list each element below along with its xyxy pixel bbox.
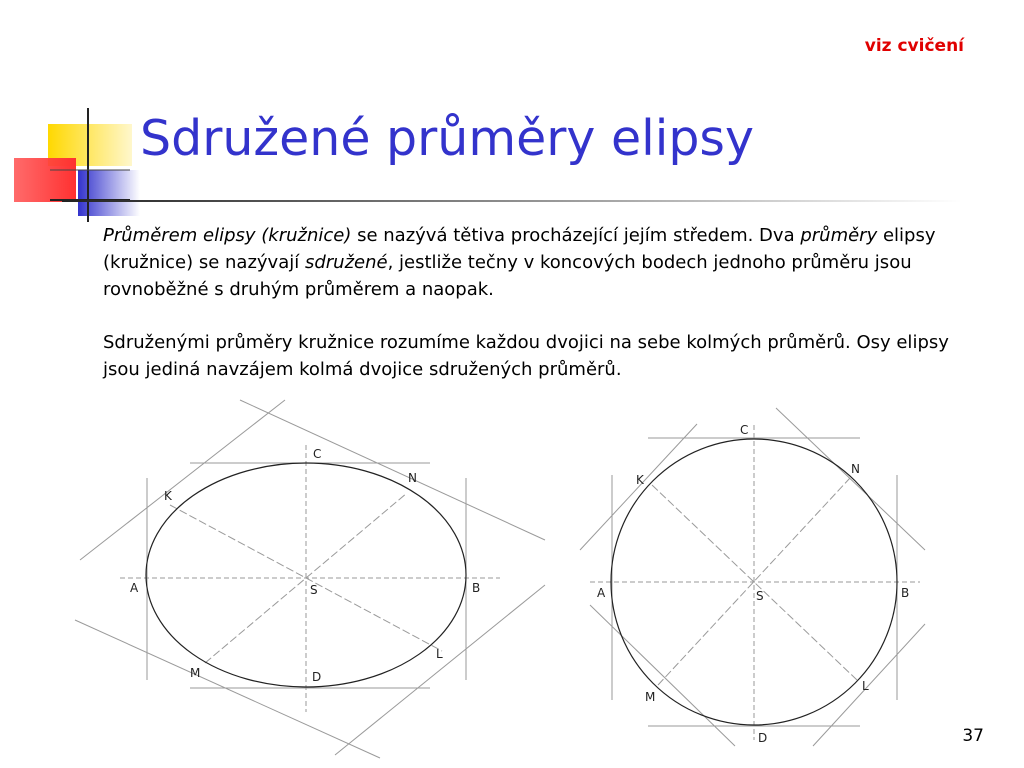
circle-label-n: N bbox=[851, 462, 860, 476]
circle-tangent-at-l bbox=[813, 624, 925, 746]
slide-number: 37 bbox=[962, 726, 984, 746]
label-c: C bbox=[313, 447, 322, 461]
label-s: S bbox=[310, 583, 318, 597]
circle-label-c: C bbox=[740, 423, 749, 437]
text-span: se nazývá tětiva procházející jejím středem. Dva bbox=[351, 225, 801, 246]
page-title: Sdružené průměry elipsy bbox=[140, 110, 754, 167]
circle-label-m: M bbox=[645, 690, 656, 704]
term-diameter: Průměrem elipsy (kružnice) bbox=[103, 225, 352, 246]
circle-label-a: A bbox=[597, 586, 606, 600]
circle-tangent-at-n bbox=[776, 408, 925, 550]
circle-label-l: L bbox=[862, 679, 869, 693]
label-m: M bbox=[190, 666, 201, 680]
circle-label-b: B bbox=[901, 586, 910, 600]
definition-paragraph bbox=[103, 222, 963, 303]
circle-label-s: S bbox=[756, 589, 764, 603]
circle-figure bbox=[580, 408, 925, 746]
label-a: A bbox=[130, 581, 139, 595]
figures bbox=[0, 390, 1024, 768]
circle-labels bbox=[597, 423, 909, 745]
text-body bbox=[103, 222, 963, 409]
tangent-at-m bbox=[75, 620, 380, 758]
text-span: elipsy (kružnice) se nazývají bbox=[103, 225, 936, 273]
label-b: B bbox=[472, 581, 481, 595]
exercise-link[interactable]: viz cvičení bbox=[864, 36, 964, 56]
text-span: , jestliže tečny v koncových bodech jednoho průměru jsou rovnoběžné s druhým průměrem a naopak. bbox=[103, 252, 912, 300]
label-d: D bbox=[312, 670, 322, 684]
circle-label-k: K bbox=[636, 473, 644, 487]
label-l: L bbox=[436, 647, 443, 661]
ellipse-figure bbox=[75, 400, 545, 758]
term-conjugate: sdružené bbox=[304, 252, 388, 273]
deco-red-square bbox=[14, 158, 76, 202]
label-k: K bbox=[164, 489, 172, 503]
circle-tangent-at-k bbox=[580, 424, 697, 550]
tangent-at-n bbox=[240, 400, 545, 540]
circle-label-d: D bbox=[758, 731, 768, 745]
title-underline bbox=[62, 200, 962, 202]
tangent-at-k bbox=[80, 400, 285, 560]
label-n: N bbox=[408, 471, 417, 485]
term-diameters: průměry bbox=[800, 225, 878, 246]
circle-paragraph: Sdruženými průměry kružnice rozumíme každou dvojici na sebe kolmých průměrů. Osy elipsy jsou jediná navzájem kolmá dvojice sdružených průměrů. bbox=[103, 332, 949, 380]
